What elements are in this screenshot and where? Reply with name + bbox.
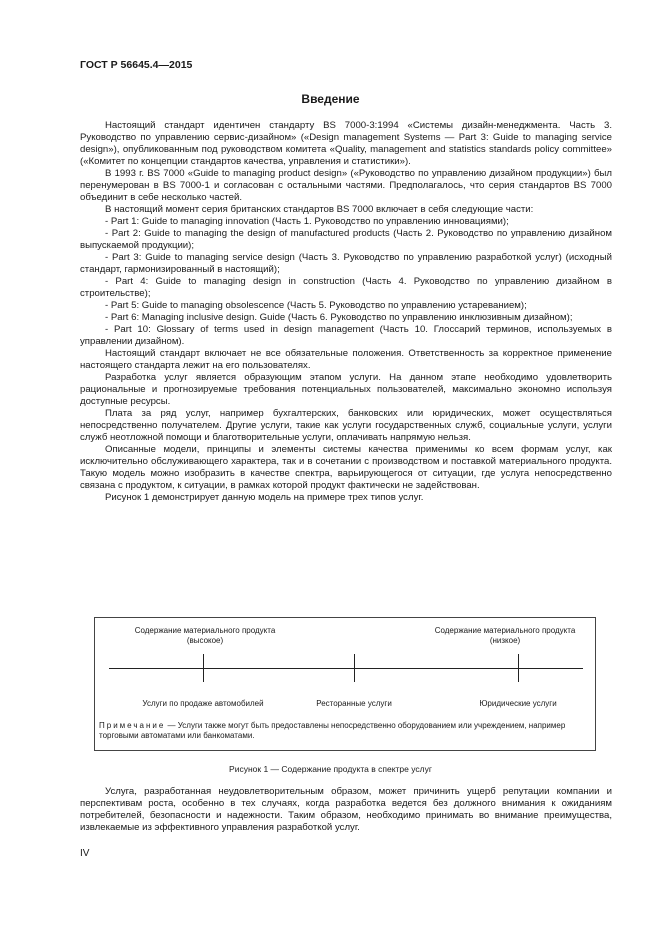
paragraph: Плата за ряд услуг, например бухгалтерских, банковских или юридических, может осуществляться непосредственно получателем. Другие услуги, такие как услуги государственных служб, социальные услуги, услуги служб неотложной помощи и благотворительные услуги, оплачивать напрямую нельзя. bbox=[80, 408, 612, 443]
paragraph: Рисунок 1 демонстрирует данную модель на примере трех типов услуг. bbox=[105, 492, 424, 503]
figure-label-low bbox=[417, 626, 593, 646]
figure-label-low-line2: (низкое) bbox=[489, 636, 521, 645]
figure-caption: Рисунок 1 — Содержание продукта в спектре услуг bbox=[229, 764, 432, 774]
list-item: - Part 5: Guide to managing obsolescence (Часть 5. Руководство по управлению устареванием); bbox=[105, 300, 527, 311]
paragraph: В настоящий момент серия британских стандартов BS 7000 включает в себя следующие части: bbox=[105, 204, 534, 215]
tick-restaurant bbox=[354, 654, 355, 682]
intro-body bbox=[80, 120, 612, 504]
figure-label-high-line2: (высокое) bbox=[186, 636, 224, 645]
figure-label-high bbox=[115, 626, 295, 646]
figure-1-spectrum bbox=[94, 617, 596, 751]
figure-note bbox=[99, 721, 591, 741]
list-item: - Part 4: Guide to managing design in construction (Часть 4. Руководство по управлению дизайном в строительстве); bbox=[80, 276, 612, 299]
figure-label-low-line1: Содержание материального продукта bbox=[434, 626, 576, 635]
document-header: ГОСТ Р 56645.4—2015 bbox=[80, 59, 193, 71]
paragraph: Настоящий стандарт включает не все обязательные положения. Ответственность за корректное применение настоящего стандарта лежит на его пользователях. bbox=[80, 348, 612, 371]
page-number: IV bbox=[80, 848, 90, 859]
note-text: — Услуги также могут быть предоставлены непосредственно оборудованием или учреждением, например торговыми автоматами или банкоматами. bbox=[99, 721, 566, 740]
list-item: - Part 10: Glossary of terms used in design management (Часть 10. Глоссарий терминов, используемых в управлении дизайном). bbox=[80, 324, 612, 347]
paragraph: Настоящий стандарт идентичен стандарту BS 7000-3:1994 «Системы дизайн-менеджмента. Часть 3. Руководство по управлению сервис-дизайном» («Design management Systems — Part 3: Guide to managing service design»), опубликованным под руководством комитета «Quality, management and statistics standards policy committee» («Комитет по концепции стандартов качества, управления и статистики»). bbox=[80, 120, 612, 167]
note-label: Примечание bbox=[99, 721, 166, 730]
label-car-sales: Услуги по продаже автомобилей bbox=[142, 699, 264, 708]
tick-car-sales bbox=[203, 654, 204, 682]
section-title: Введение bbox=[301, 92, 360, 106]
list-item: - Part 6: Managing inclusive design. Guide (Часть 6. Руководство по управлению инклюзивным дизайном); bbox=[105, 312, 573, 323]
label-restaurant: Ресторанные услуги bbox=[316, 699, 392, 708]
closing-body bbox=[80, 786, 612, 834]
paragraph: Разработка услуг является образующим этапом услуги. На данном этапе необходимо удовлетворить рациональные и прогнозируемые требования потенциальных пользователей, максимально экономно используя доступные ресурсы. bbox=[80, 372, 612, 407]
list-item: - Part 3: Guide to managing service design (Часть 3. Руководство по управлению разработкой услуг) (исходный стандарт, гармонизированный в настоящий); bbox=[80, 252, 612, 275]
spectrum-axis bbox=[109, 668, 583, 669]
list-item: - Part 1: Guide to managing innovation (Часть 1. Руководство по управлению инновациями); bbox=[105, 216, 509, 227]
tick-legal bbox=[518, 654, 519, 682]
paragraph: В 1993 г. BS 7000 «Guide to managing product design» («Руководство по управлению дизайном продукции») был перенумерован в BS 7000-1 и согласован с остальными частями. Предполагалось, что серия стандартов BS 7000 объединит в себе несколько частей. bbox=[80, 168, 612, 203]
figure-label-high-line1: Содержание материального продукта bbox=[134, 626, 276, 635]
paragraph: Описанные модели, принципы и элементы системы качества применимы ко всем формам услуг, как исключительно обслуживающего характера, так и в сочетании с производством и поставкой материального продукта. Такую модель можно изобразить в качестве спектра, варьирующегося от ситуации, где услуга непосредственно связана с продуктом, к ситуации, в рамках которой продукт фактически не задействован. bbox=[80, 444, 612, 491]
paragraph: Услуга, разработанная неудовлетворительным образом, может причинить ущерб репутации компании и перспективам роста, особенно в тех случаях, когда разработка ведется без должного внимания к ожиданиям потребителей, безопасности и надежности. Таким образом, необходимо принимать во внимание преимущества, извлекаемые из эффективного управления разработкой услуг. bbox=[80, 786, 612, 833]
label-legal: Юридические услуги bbox=[479, 699, 557, 708]
list-item: - Part 2: Guide to managing the design of manufactured products (Часть 2. Руководство по управлению дизайном выпускаемой продукции); bbox=[80, 228, 612, 251]
